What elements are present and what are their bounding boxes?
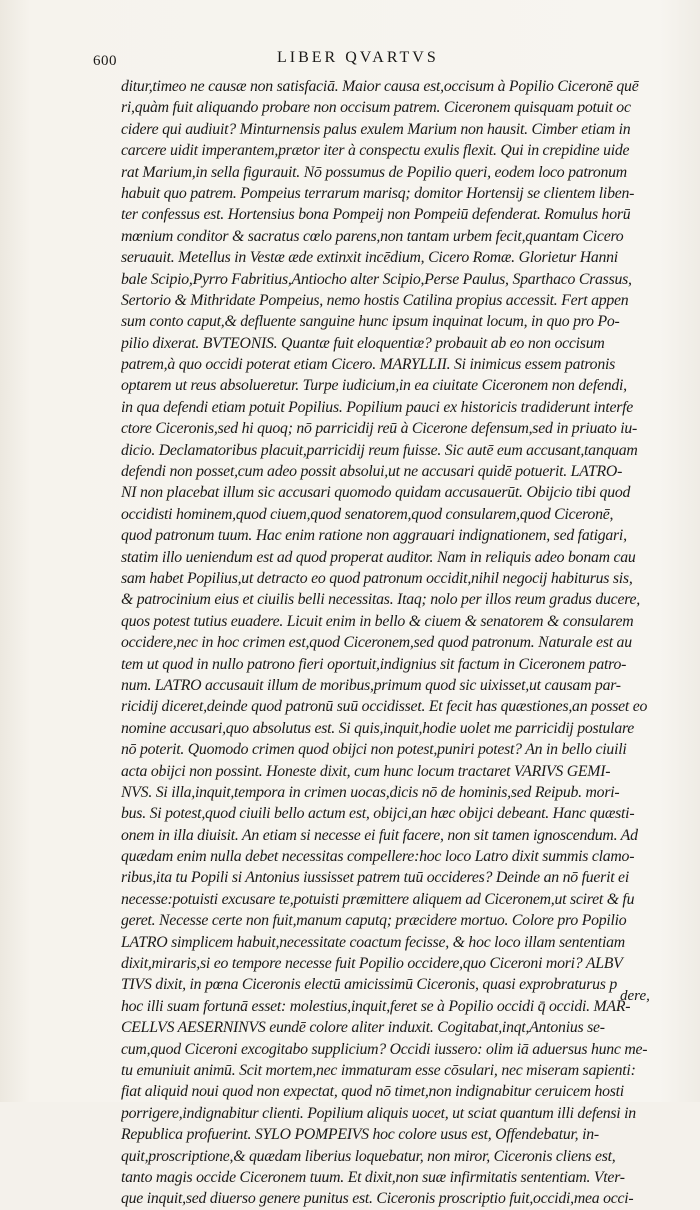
text-line: statim illo ueniendum est ad quod properat auditor. Nam in reliquis adeo bonam cau: [121, 548, 636, 566]
text-line: onem in illa diuisit. An etiam si necesse ei fuit facere, non sit tamen ignoscendum. Ad: [121, 826, 638, 844]
text-line: occidere,nec in hoc crimen est,quod Ciceronem,sed quod patronum. Naturale est au: [121, 634, 632, 652]
text-line: tu emuniuit animū. Scit mortem,nec immaturam esse cōsulari, nec miseram sapienti:: [121, 1061, 636, 1079]
text-line: ctore Ciceronis,sed hi quoq; nō parricidij reū à Cicerone defensum,sed in priuato iu-: [121, 420, 638, 438]
text-line: quædam enim nulla debet necessitas compellere:hoc loco Latro dixit summis clamo-: [121, 848, 635, 866]
text-line: tem ut quod in nullo patrono fieri oportuit,indignius sit factum in Ciceronem patro-: [121, 655, 627, 673]
text-line: Sertorio & Mithridate Pompeius, nemo hostis Catilina propius accessit. Fert appen: [121, 291, 629, 309]
text-line: habuit quo patrem. Pompeius terrarum marisq; domitor Hortensij se clientem liben-: [121, 184, 635, 202]
text-line: CELLVS AESERNINVS eundē colore aliter induxit. Cogitabat,inqt,Antonius se-: [121, 1019, 605, 1037]
text-line: ri,quàm fuit aliquando probare non occisum patrem. Ciceronem quisquam potuit oc: [121, 99, 631, 117]
text-line: ter confessus est. Hortensius bona Pompeij non Pompeiū defenderat. Romulus horū: [121, 206, 631, 224]
text-line: ditur,timeo ne causæ non satisfaciā. Maior causa est,occisum à Popilio Ciceronē quē: [121, 78, 639, 95]
text-line: dicio. Declamatoribus placuit,parricidij reum fuisse. Sic autē eum accusant,tanquam: [121, 441, 638, 459]
text-line: TIVS dixit, in pœna Ciceronis electū amicissimū Ciceronis, quasi exprobraturus p: [121, 976, 617, 994]
text-line: num. LATRO accusauit illum de moribus,primum quod sic uixisset,ut causam par-: [121, 676, 621, 694]
text-line: optarem ut reus absolueretur. Turpe iudicium,in ea ciuitate Ciceronem non defendi,: [121, 377, 627, 395]
text-line: tanto magis occide Ciceronem tuum. Et dixit,non suæ infirmitatis sententiam. Vter-: [121, 1168, 625, 1186]
text-line: dixit,miraris,si eo tempore necesse fuit Popilio occidere,quo Ciceroni mori? ALBV: [121, 955, 623, 973]
text-line: ricidij diceret,deinde quod patronū suū occidisset. Et fecit has quæstiones,an posset eo: [121, 698, 648, 716]
body-text: [121, 76, 665, 1210]
page-number: 600: [93, 53, 117, 69]
text-line: geret. Necesse certe non fuit,manum caputq; præcidere mortuo. Colore pro Popilio: [121, 912, 627, 930]
text-line: cidere qui audiuit? Minturnensis palus exulem Marium non hausit. Cimber etiam in: [121, 120, 631, 138]
text-line: cum,quod Ciceroni excogitabo supplicium? Occidi iussero: olim iā aduersus hunc me-: [121, 1040, 648, 1058]
text-line: bus. Si potest,quod ciuili bello actum est, obijci,an hæc obijci debeant. Hanc quæsti-: [121, 805, 635, 823]
text-line: quod patronum tuum. Hac enim ratione non aggrauari indignationem, sed fatigari,: [121, 527, 627, 545]
text-line: Republica profuerint. SYLO POMPEIVS hoc colore usus est, Offendebatur, in-: [121, 1126, 599, 1144]
running-head: LIBER QVARTVS: [277, 49, 439, 66]
text-line: seruauit. Metellus in Vestæ æde extinxit incēdium, Cicero Romæ. Glorietur Hanni: [121, 249, 618, 267]
text-line: que inquit,sed diuerso genere punitus est. Ciceronis proscriptio fuit,occidi,mea occi-: [121, 1190, 634, 1208]
text-line: in qua defendi etiam potuit Popilius. Popilium pauci ex historicis tradiderunt interfe: [121, 398, 634, 416]
text-line: quos potest tutius euadere. Licuit enim in bello & ciuem & senatorem & consularem: [121, 612, 634, 630]
text-line: pilio dixerat. BVTEONIS. Quantæ fuit eloquentiæ? probauit ab eo non occisum: [121, 334, 605, 352]
text-line: patrem,à quo occidi poterat etiam Cicero. MARYLLII. Si inimicus essem patronis: [121, 356, 616, 374]
text-line: fiat aliquid noui quod non expectat, quod nō timet,non indignabitur ceruicem hosti: [121, 1083, 624, 1101]
text-line: sum conto caput,& defluente sanguine hunc ipsum inquinat locum, in quo pro Po-: [121, 313, 620, 331]
text-line: necesse:potuisti excusare te,potuisti præmittere aliquem ad Ciceronem,ut sciret & fu: [121, 890, 635, 908]
text-line: NI non placebat illum sic accusari quomodo quidam accusauerūt. Obijcio tibi quod: [121, 484, 631, 502]
text-line: ribus,ita tu Popili si Antonius iussisset patrem tuū occideres? Deinde an nō fuerit ei: [121, 869, 629, 887]
text-line: sam habet Popilius,ut detracto eo quod patronum occidit,nihil negocij habiturus sis,: [121, 569, 633, 587]
text-line: nomine accusari,quo absolutus est. Si quis,inquit,hodie uolet me parricidij postulare: [121, 719, 635, 737]
text-line: LATRO simplicem habuit,necessitate coactum fecisse, & hoc loco illam sententiam: [121, 933, 625, 951]
text-line: NVS. Si illa,inquit,tempora in crimen uocas,dicis nō de hominis,sed Reipub. mori-: [121, 783, 620, 801]
text-line: quit,proscriptione,& quædam liberius loquebatur, non miror, Ciceronis cliens est,: [121, 1147, 616, 1165]
text-line: & patrocinium eius et ciuilis belli necessitas. Itaq; nolo per illos reum gradus ducere,: [121, 591, 640, 609]
text-line: carcere uidit imperantem,prætor iter à conspectu exulis flexit. Qui in crepidine uide: [121, 142, 630, 160]
text-line: bale Scipio,Pyrro Fabritius,Antiocho alter Scipio,Perse Paulus, Sparthaco Crassus,: [121, 270, 632, 288]
text-line: nō poterit. Quomodo crimen quod obijci non potest,puniri potest? An in bello ciuili: [121, 741, 627, 759]
catchword: dere,: [620, 988, 650, 1004]
text-line: porrigere,indignabitur clienti. Popilium aliquis uocet, ut sciat quantum illi defensi in: [121, 1104, 636, 1122]
text-line: defendi non posset,cum adeo possit absolui,ut ne accusari quidē potuerit. LATRO-: [121, 463, 623, 481]
text-line: mœnium conditor & sacratus cœlo parens,non tantam urbem fecit,quantam Cicero: [121, 227, 624, 245]
text-line: acta obijci non possint. Honeste dixit, cum hunc locum tractaret VARIVS GEMI-: [121, 762, 611, 780]
text-line: occidisti hominem,quod ciuem,quod senatorem,quod consularem,quod Ciceronē,: [121, 505, 614, 523]
text-line: hoc illi suam fortunā esset: molestius,inquit,feret se à Popilio occidi q̄ occidi. MAR-: [121, 997, 631, 1015]
text-line: rat Marium,in sella figurauit. Nō possumus de Popilio queri, eodem loco patronum: [121, 163, 627, 181]
